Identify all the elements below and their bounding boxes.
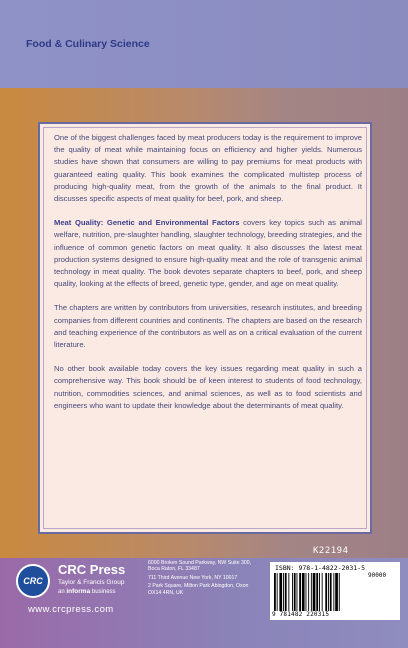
- address-3: 2 Park Square, Milton Park Abingdon, Oxon OX14 4RN, UK: [148, 583, 249, 596]
- publisher-addresses: [148, 560, 258, 598]
- price-code: 90000: [368, 572, 387, 579]
- paragraph-3: The chapters are written by contributors from universities, research institutes, and breeding companies from different countries and continents. The chapters are based on the research and teaching experience of the contributors as well as on a critical evaluation of the current literature.: [54, 303, 362, 350]
- publisher-group: Taylor & Francis Group: [58, 579, 125, 586]
- paragraph-1: One of the biggest challenges faced by meat producers today is the requirement to improve the quality of meat while maintaining focus on efficiency and higher yields. Numerous studies have shown that consumers are willing to pay premiums for meat products with guaranteed eating quality. This book examines the complicated multistep process of producing high-quality meat, from the growth of the animals to the final product. It discusses specific aspects of meat quality for beef, pork, and sheep.: [54, 133, 362, 204]
- tag-bold: informa: [66, 588, 91, 595]
- website-link[interactable]: www.crcpress.com: [28, 604, 114, 615]
- series-label: Food & Culinary Science: [26, 38, 150, 50]
- barcode-digits: 9 781482 220315: [272, 611, 330, 618]
- crc-logo-icon: [16, 564, 50, 598]
- tag-prefix: an: [58, 589, 67, 595]
- book-title: Meat Quality: Genetic and Environmental Factors: [54, 218, 240, 228]
- paragraph-2-text: covers key topics such as animal welfare, nutrition, pre-slaughter handling, slaughter technology, breeding strategies, and the influence of common genetic factors on meat quality. It also discusses the latest meat production systems designed to ensure high-quality meat and the role of transgenic animal technology in meat quality. The book devotes separate chapters to beef, pork, and sheep quality, looking at the effects of breed, genetic type, gender, and age on meat quality.: [54, 218, 362, 289]
- crc-logo-text: CRC: [23, 576, 43, 586]
- address-2: 711 Third Avenue New York, NY 10017: [148, 574, 238, 581]
- publisher-tagline: [58, 588, 116, 595]
- paragraph-2: [54, 217, 362, 290]
- publisher-name: CRC Press: [58, 562, 126, 577]
- catalog-code: K22194: [313, 546, 349, 556]
- barcode-icon: [274, 573, 366, 611]
- isbn-label: ISBN: 978-1-4822-2031-5: [275, 564, 366, 572]
- paragraph-4: No other book available today covers the key issues regarding meat quality in such a comprehensive way. This book should be of keen interest to students of food technology, nutrition, commodities sciences, and animal sciences, as well as to food scientists and engineers who want to update their knowledge about the determinants of meat quality.: [54, 364, 362, 410]
- address-1: 6000 Broken Sound Parkway, NW Suite 300, Boca Raton, FL 33487: [148, 560, 252, 573]
- tag-suffix: business: [90, 589, 116, 595]
- description-text: [54, 132, 362, 424]
